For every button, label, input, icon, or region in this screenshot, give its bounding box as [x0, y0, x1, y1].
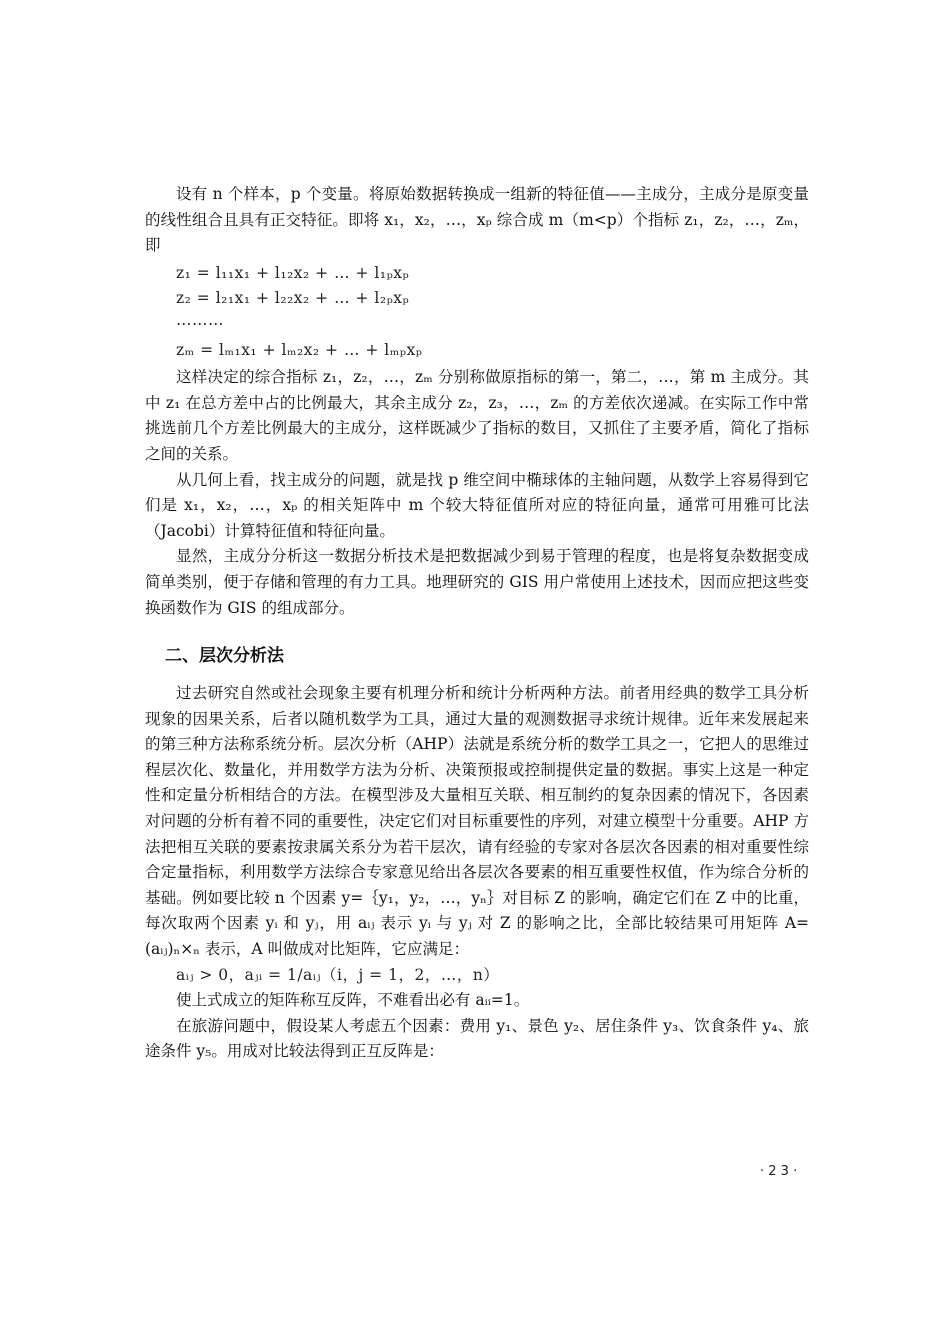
blank-line — [145, 1116, 809, 1142]
formula-line: z₂ = l₂₁x₁ + l₂₂x₂ + … + l₂ₚxₚ — [176, 289, 410, 308]
blank-line — [145, 1091, 809, 1117]
section-heading-ahp: 二、层次分析法 — [165, 646, 284, 667]
paragraph-pca-intro: 设有 n 个样本，p 个变量。将原始数据转换成一组新的特征值——主成分，主成分是原变量的线性组合且具有正交特征。即将 x₁，x₂，…，xₚ 综合成 m（m<p）个指标 z₁，z₂，…，zₘ，即 — [145, 185, 809, 255]
paragraph-principal-components: 这样决定的综合指标 z₁，z₂，…，zₘ 分别称做原指标的第一，第二，…，第 m 主成分。其中 z₁ 在总方差中占的比例最大，其余主成分 z₂，z₃，…，zₘ 的方差依次递减。在实际工作中常挑选前几个方差比例最大的主成分，这样既减少了指标的数目，又抓住了主要矛盾，简化了指标之间的关系。 — [145, 368, 809, 463]
formula-line: zₘ = lₘ₁x₁ + lₘ₂x₂ + … + lₘₚxₚ — [176, 340, 423, 359]
formula-reciprocal: aᵢⱼ > 0，aⱼᵢ = 1/aᵢⱼ（i，j = 1，2，…，n） — [176, 965, 500, 984]
page-number: · 2 3 · — [760, 1164, 798, 1179]
paragraph-travel-example: 在旅游问题中，假设某人考虑五个因素：费用 y₁、景色 y₂、居住条件 y₃、饮食条件 y₄、旅途条件 y₅。用成对比较法得到正互反阵是： — [145, 1016, 809, 1061]
paragraph-ahp: 过去研究自然或社会现象主要有机理分析和统计分析两种方法。前者用经典的数学工具分析现象的因果关系，后者以随机数学为工具，通过大量的观测数据寻求统计规律。近年来发展起来的第三种方法称系统分析。层次分析（AHP）法就是系统分析的数学工具之一，它把人的思维过程层次化、数量化，并用数学方法为分析、决策预报或控制提供定量的数据。事实上这是一种定性和定量分析相结合的方法。在模型涉及大量相互关联、相互制约的复杂因素的情况下，各因素对问题的分析有着不同的重要性，决定它们对目标重要性的序列，对建立模型十分重要。AHP 方法把相互关联的要素按隶属关系分为若干层次，请有经验的专家对各层次各因素的相对重要性综合定量指标，利用数学方法综合专家意见给出各层次各要素的相互重要性权值，作为综合分析的基础。例如要比较 n 个因素 y=｛y₁，y₂，…，yₙ｝对目标 Z 的影响，确定它们在 Z 中的比重，每次取两个因素 yᵢ 和 yⱼ，用 aᵢⱼ 表示 yᵢ 与 yⱼ 对 Z 的影响之比，全部比较结果可用矩阵 A=(aᵢⱼ)ₙ×ₙ 表示，A 叫做成对比矩阵，它应满足： — [145, 684, 809, 959]
formula-line: ⋯⋯⋯ — [176, 314, 224, 333]
paragraph-geometry: 从几何上看，找主成分的问题，就是找 p 维空间中椭球体的主轴问题，从数学上容易得到它们是 x₁，x₂，…，xₚ 的相关矩阵中 m 个较大特征值所对应的特征向量，通常可用雅可比法（Jacobi）计算特征值和特征向量。 — [145, 470, 809, 540]
formula-group-pca — [145, 261, 809, 363]
page-content — [145, 182, 809, 1142]
blank-line — [145, 1065, 809, 1091]
paragraph-reciprocal-matrix: 使上式成立的矩阵称互反阵，不难看出必有 aᵢᵢ=1。 — [176, 991, 530, 1010]
formula-line: z₁ = l₁₁x₁ + l₁₂x₂ + … + l₁ₚxₚ — [176, 263, 410, 282]
paragraph-gis: 显然，主成分分析这一数据分析技术是把数据减少到易于管理的程度，也是将复杂数据变成简单类别，便于存储和管理的有力工具。地理研究的 GIS 用户常使用上述技术，因而应把这些变换函数作为 GIS 的组成部分。 — [145, 547, 809, 617]
